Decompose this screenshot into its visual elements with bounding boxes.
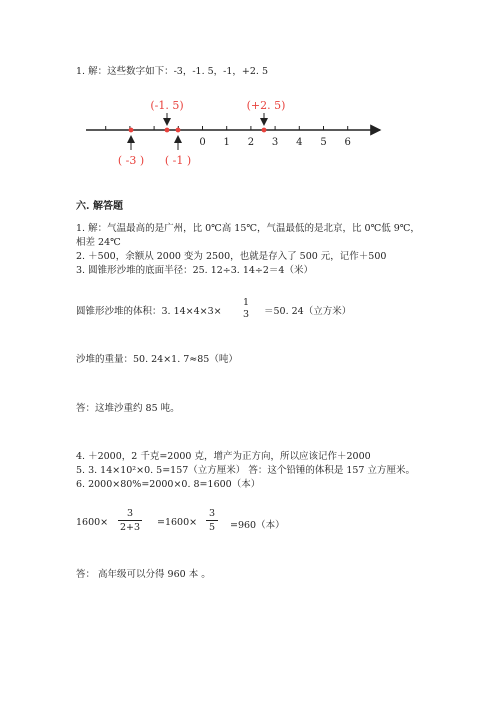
answer6-conclusion: 答： 高年级可以分得 960 本 。 (76, 569, 211, 580)
tick-label-1: 1 (223, 137, 230, 148)
number-line-diagram (0, 90, 500, 270)
tick-label-5: 5 (320, 137, 327, 148)
fraction-bar (206, 520, 218, 521)
tick-label-0: 0 (199, 137, 206, 148)
answer1-line1: 1. 解：气温最高的是广州，比 0℃高 15℃，气温最低的是北京，比 0℃低 9℃， (76, 223, 420, 234)
fraction-numerator: 3 (208, 508, 216, 519)
weight-line: 沙堆的重量：50. 24×1. 7≈85（吨） (76, 354, 238, 365)
answer2-line: 2. ＋500，余额从 2000 变为 2500，也就是存入了 500 元，记作＋500 (76, 251, 387, 262)
number-line-tick-labels (199, 137, 351, 148)
answer4-line: 4. ＋2000，2 千克=2000 克，增产为正方向，所以应该记作＋2000 (76, 451, 371, 462)
volume-suffix: ＝50. 24（立方米） (264, 306, 352, 317)
label-minus1-5: (-1. 5) (150, 99, 184, 112)
point-minus3 (129, 128, 134, 133)
tick-label-6: 6 (344, 137, 351, 148)
q1-line: 1. 解：这些数字如下：-3，-1. 5，-1，+2. 5 (76, 66, 269, 77)
fraction-denominator: 5 (208, 522, 216, 533)
calc6-fraction1 (118, 508, 142, 533)
calc6-part3: =960（本） (230, 520, 285, 531)
answer3-conclusion: 答：这堆沙重约 85 吨。 (76, 403, 180, 414)
calc6-fraction2 (206, 508, 218, 533)
point-minus1-5 (165, 128, 170, 133)
volume-prefix: 圆锥形沙堆的体积：3. 14×4×3× (76, 306, 222, 317)
label-minus1: ( -1 ) (164, 154, 192, 167)
label-minus3: ( -3 ) (117, 154, 145, 167)
fraction-denominator: 2+3 (119, 522, 141, 533)
answer5-line: 5. 3. 14×10²×0. 5=157（立方厘米） 答：这个铅锤的体积是 157 立方厘米。 (76, 465, 415, 476)
answer3-line: 3. 圆锥形沙堆的底面半径：25. 12÷3. 14÷2＝4（米） (76, 265, 313, 276)
section-title: 六. 解答题 (76, 201, 123, 212)
volume-fraction (240, 297, 252, 320)
point-plus2-5 (262, 128, 267, 133)
label-plus2-5: (+2. 5) (246, 99, 286, 112)
calc6-part2: =1600× (157, 517, 198, 528)
point-minus1 (176, 128, 181, 133)
fraction-bar (118, 520, 142, 521)
answer6-line: 6. 2000×80%=2000×0. 8=1600（本） (76, 479, 261, 490)
tick-label-4: 4 (296, 137, 303, 148)
fraction-denominator: 3 (242, 309, 250, 320)
answer1-line2: 相差 24℃ (76, 237, 121, 248)
fraction-numerator: 3 (126, 508, 134, 519)
tick-label-3: 3 (271, 137, 279, 148)
fraction-numerator: 1 (242, 297, 250, 308)
calc6-part1: 1600× (76, 517, 109, 528)
tick-label-2: 2 (247, 137, 255, 148)
